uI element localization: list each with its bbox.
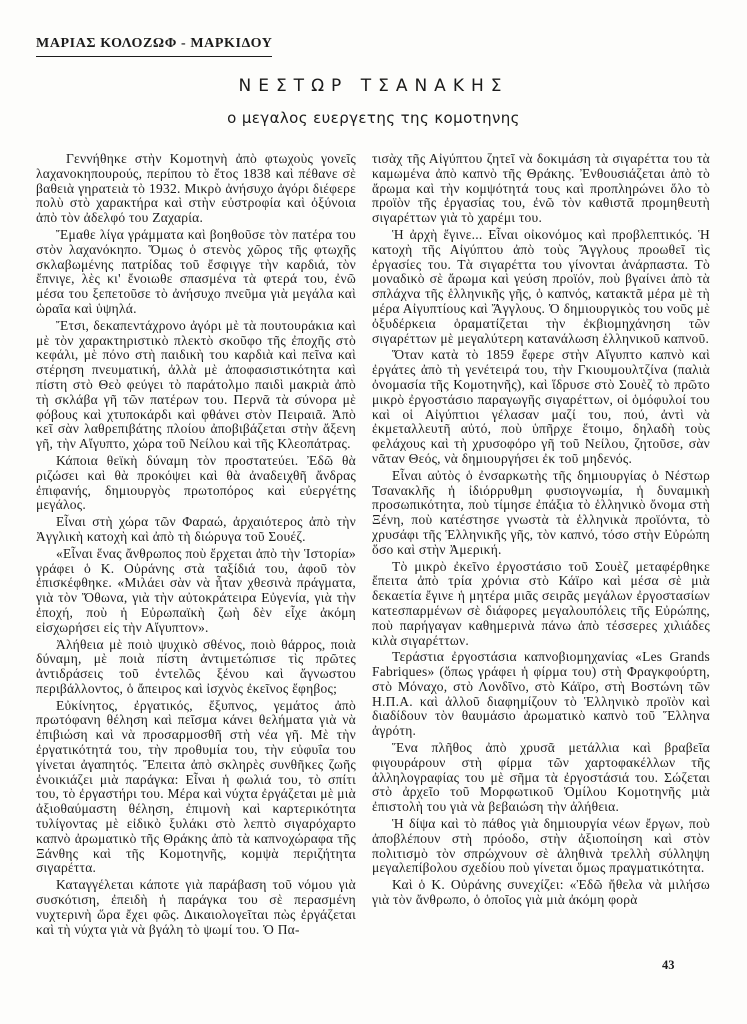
paragraph: Καταγγέλεται κάποτε γιὰ παράβαση τοῦ νόμου γιὰ συσκότιση, ἐπειδὴ ἡ παράγκα του σὲ περασμένη νυχτερινὴ ὥρα ἔχει φῶς. Δικαιολογεῖται πὼς ἐργάζεται καὶ τὴ νύχτα γιὰ νὰ βγάλη τὸ ψωμί του. Ὁ Πα- [36, 877, 356, 937]
paragraph: Ὅταν κατὰ τὸ 1859 ἔφερε στὴν Αἴγυπτο καπνὸ καὶ ἐργάτες ἀπὸ τὴ γενέτειρά του, τὴν Γκιουμουλτζίνα (παλιὰ ὀνομασία τῆς Κομοτηνῆς), καὶ ἵδρυσε στὸ Σουὲζ τὸ πρῶτο μικρὸ ἐργοστάσιο παραγωγῆς σιγαρέττων, οἱ ὁμόφυλοί του καὶ οἱ Αἰγύπτιοι γέλασαν μαζί του, πού, ἀντὶ νὰ ἐκμεταλλευτῆ αὐτό, ποὺ ὑπῆρχε ἕτοιμο, δηλαδὴ τοὺς φελάχους καὶ τὴ χρυσοφόρο γῆ τοῦ Νείλου, ζητοῦσε, σὰν νᾶταν Θεός, νὰ δημιουργήσει ἐκ τοῦ μηδενός. [372, 347, 710, 466]
paragraph: Εὐκίνητος, ἐργατικός, ἔξυπνος, γεμάτος ἀπὸ πρωτόφανη θέληση καὶ πεῖσμα κάνει θελήματα γιὰ νὰ ἐπιβιώση καὶ νὰ προσαρμοσθῆ στὴ νέα γῆ. Μὲ τὴν ἐργατικότητά του, τὴν προθυμία του, τὴν εὐφυΐα του γίνεται ἀγαπητός. Ἔπειτα ἀπὸ σκληρὲς συνθῆκες ζωῆς ἐνοικιάζει μιὰ παράγκα: Εἶναι ἡ φωλιά του, τὸ σπίτι του, τὸ ἐργαστήρι του. Μέρα καὶ νύχτα ἐργάζεται μὲ μιὰ ἀξιοθαύμαστη θέληση, ἐπιμονὴ καὶ καρτερικότητα τυλίγοντας μὲ εἰδικὸ ξυλάκι στὸ λεπτὸ σιγαρόχαρτο καπνὸ ἀρωματικὸ τῆς Θράκης ἀπὸ τὰ καπνοχώραφα τῆς Ξάνθης καὶ τῆς Κομοτηνῆς, κομψὰ περιζήτητα σιγαρέττα. [36, 697, 356, 876]
right-text-column [372, 152, 710, 910]
paragraph: Τεράστια ἐργοστάσια καπνοβιομηχανίας «Les Grands Fabriques» (ὅπως γράφει ἡ φίρμα του) στὴ Φραγκφούρτη, στὸ Μόναχο, στὸ Λονδῖνο, στὸ Κάϊρο, στὴ Βοστώνη τῶν Η.Π.Α. καὶ ἀλλοῦ διαφημίζουν τὸ Ἑλληνικὸ προϊὸν καὶ διαδίδουν τὸν θαυμάσιο ἀρωματικὸ καπνὸ τοῦ Ἕλληνα ἀγρότη. [372, 649, 710, 739]
paragraph: Ἡ δίψα καὶ τὸ πάθος γιὰ δημιουργία νέων ἔργων, ποὺ ἀποβλέπουν στὴ πρόοδο, στὴν ἀξιοποίηση καὶ στὸν πολιτισμὸ τὸν σπρώχνουν σὲ ἀληθινὰ τρελλὴ σύλληψη μεγαλεπίβολου σχεδίου ποὺ γίνεται ὅμως πραγματικότητα. [372, 816, 710, 876]
author-header: ΜΑΡΙΑΣ ΚΟΛΟΖΩΦ - ΜΑΡΚΙΔΟΥ [36, 36, 272, 57]
article-title: ΝΕΣΤΩΡ ΤΣΑΝΑΚΗΣ [238, 76, 509, 96]
paragraph: Ἔμαθε λίγα γράμματα καὶ βοηθοῦσε τὸν πατέρα του στὸν λαχανόκηπο. Ὅμως ὁ στενὸς χῶρος τῆς φτωχῆς σκλαβωμένης πατρίδας τοῦ ἔσφιγγε τὴν καρδιά, τὸν ἔπνιγε, λὲς κι' ἔνοιωθε σπασμένα τὰ φτερά του, ἐνῶ μέσα του ξεπετοῦσε τὸ ἀνήσυχο πνεῦμα γιὰ μεγάλα καὶ ὡραῖα καὶ ὑψηλά. [36, 226, 356, 316]
left-text-column [36, 152, 356, 939]
paragraph-continuation: τισὰχ τῆς Αἰγύπτου ζητεῖ νὰ δοκιμάση τὰ σιγαρέττα του τὰ καμωμένα ἀπὸ καπνὸ τῆς Θράκης. Ἐνθουσιάζεται ἀπὸ τὸ ἄρωμα καὶ τὴν κομψότητά τους καὶ προπληρώνει ὅλο τὸ προϊὸν τῆς ἐργασίας του, ἐνῶ τὸν καθιστᾶ προμηθευτὴ σιγαρέττων γιὰ τὸ χαρέμι του. [372, 151, 710, 226]
paragraph: Καὶ ὁ Κ. Οὐράνης συνεχίζει: «Ἐδῶ ἤθελα νὰ μιλήσω γιὰ τὸν ἄνθρωπο, ὁ ὁποῖος γιὰ μιὰ ἀκόμη φορὰ [372, 877, 710, 908]
paragraph: «Εἶναι ἕνας ἄνθρωπος ποὺ ἔρχεται ἀπὸ τὴν Ἱστορία» γράφει ὁ Κ. Οὐράνης στὰ ταξίδιά του, ἀφοῦ τὸν ἐπισκέφθηκε. «Μιλάει σὰν νὰ ἦταν χθεσινὰ πράγματα, γιὰ τὸν Ὄθωνα, γιὰ τὴν αὐτοκράτειρα Εὐγενία, γιὰ τὴν ἐποχή, ποὺ ἡ Εὐρωπαϊκὴ ζωὴ δὲν εἶχε ἀκόμη εἰσχωρήσει εἰς τὴν Αἴγυπτον». [36, 545, 356, 635]
paragraph: Ἀλήθεια μὲ ποιὸ ψυχικὸ σθένος, ποιὸ θάρρος, ποιὰ δύναμη, μὲ ποιὰ πίστη ἀντιμετώπισε τὶς πρῶτες ἀντιδράσεις τοῦ ἐντελῶς ξένου καὶ ἄγνωστου περιβάλλοντος, ὁ ἄπειρος καὶ ἰσχνὸς ἐκεῖνος ἔφηβος; [36, 636, 356, 696]
paragraph: Εἶναι αὐτὸς ὁ ἐνσαρκωτὴς τῆς δημιουργίας ὁ Νέστωρ Τσανακλῆς ἡ ἰδιόρρυθμη φυσιογνωμία, ἡ δυναμικὴ προσωπικότητα, ποὺ τίμησε ἐπάξια τὸ ἑλληνικὸ ὄνομα στὴ Ξένη, ποὺ κατέστησε γνωστὰ τὰ ἑλληνικὰ προϊόντα, τὸ χρυσάφι τῆς Ἑλληνικῆς γῆς, τὸν καπνό, τόσο στὴν Εὐρώπη ὅσο καὶ στὴν Ἀμερική. [372, 467, 710, 557]
paragraph: Τὸ μικρὸ ἐκεῖνο ἐργοστάσιο τοῦ Σουὲζ μεταφέρθηκε ἔπειτα ἀπὸ τρία χρόνια στὸ Κάϊρο καὶ μέσα σὲ μιὰ δεκαετία ἔγινε ἡ μητέρα μιᾶς σειρᾶς μεγάλων ἐργοστασίων κατεσπαρμένων σὲ διάφορες μεγαλουπόλεις τῆς Εὐρώπης, ποὺ παρήγαγαν καθημερινὰ πάνω ἀπὸ τέσσερες χιλιάδες κιλὰ σιγαρέττων. [372, 558, 710, 648]
page-number: 43 [662, 958, 675, 972]
paragraph: Ἡ ἀρχὴ ἔγινε... Εἶναι οἰκονόμος καὶ προβλεπτικός. Ἡ κατοχὴ τῆς Αἰγύπτου ἀπὸ τοὺς Ἄγγλους προωθεῖ τὶς ἐργασίες του. Τὰ σιγαρέττα του γίνονται ἀνάρπαστα. Τὸ μοναδικὸ σὲ ἄρωμα καὶ γεύση προϊόν, ποὺ βγαίνει ἀπὸ τὰ σπλάχνα τῆς ἑλληνικῆς γῆς, ὁ καπνός, κατακτᾶ μέρα μὲ τὴ μέρα Αἰγυπτίους καὶ Ἄγγλους. Ὁ δημιουργικὸς του νοῦς μὲ ὀξυδέρκεια ὁραματίζεται τὴν ἐκβιομηχάνηση τῶν σιγαρέττων μὲ μεγαλύτερη κατανάλωση ἑλληνικοῦ καπνοῦ. [372, 226, 710, 346]
paragraph: Γεννήθηκε στὴν Κομοτηνὴ ἀπὸ φτωχοὺς γονεῖς λαχανοκηπουρούς, περίπου τὸ ἔτος 1838 καὶ πέθανε σὲ βαθειὰ γηρατειὰ τὸ 1932. Μικρὸ ἀνήσυχο ἀγόρι διέφερε πολὺ στὸ χαρακτήρα καὶ στὴν εὐστροφία καὶ ὀξύνοια ἀπὸ τὸν ἀδελφό του Ζαχαρία. [36, 151, 356, 226]
paragraph: Κάποια θεϊκὴ δύναμη τὸν προστατεύει. Ἐδῶ θὰ ριζώσει καὶ θὰ προκόψει καὶ θὰ ἀναδειχθῆ ἄνδρας ἐπιφανής, δημιουργὸς πρωτοπόρος καὶ εὐεργέτης μεγάλος. [36, 452, 356, 513]
paragraph: Εἶναι στὴ χώρα τῶν Φαραώ, ἀρχαιότερος ἀπὸ τὴν Ἀγγλικὴ κατοχὴ καὶ ἀπὸ τὴ διώρυγα τοῦ Σουέζ. [36, 514, 356, 544]
paragraph: Ἕνα πλῆθος ἀπὸ χρυσᾶ μετάλλια καὶ βραβεῖα φιγουράρουν στὴ φίρμα τῶν χαρτοφακέλλων τῆς ἀλληλογραφίας του μὲ σῆμα τὰ ἐργοστάσιά του. Σώζεται στὸ ἀρχεῖο τοῦ Μορφωτικοῦ Ὁμίλου Κομοτηνῆς μιὰ ἐπιστολὴ του γιὰ νὰ βεβαιώση τὴν ἀλήθεια. [372, 740, 710, 815]
article-subtitle: ο μεγαλος ευεργετης της κομοτηνης [227, 109, 520, 127]
paragraph: Ἔτσι, δεκαπεντάχρονο ἀγόρι μὲ τὰ πουτουράκια καὶ μὲ τὸν χαρακτηριστικὸ πλεκτὸ σκοῦφο τῆς ἐποχῆς στὸ κεφάλι, μὲ πόνο στὴ παιδικὴ του καρδιὰ καὶ πεῖνα καὶ στέρηση πνευματική, ἀλλὰ μὲ ἀποφασιστικότητα καὶ πίστη στὸ Θεὸ φεύγει τὸ παράτολμο παιδὶ μακριὰ ἀπὸ τὴ σκλάβα γῆ τῶν πατέρων του. Περνᾶ τὰ σύνορα μὲ φόβους καὶ χτυποκάρδι καὶ φθάνει στὸν Πειραιᾶ. Ἀπὸ κεῖ σὰν λαθρεπιβάτης πλοίου ἀποβιβάζεται στὴν ἄξενη γῆ, τὴν Αἴγυπτο, χώρα τοῦ Νείλου καὶ τῆς Κλεοπάτρας. [36, 317, 356, 452]
